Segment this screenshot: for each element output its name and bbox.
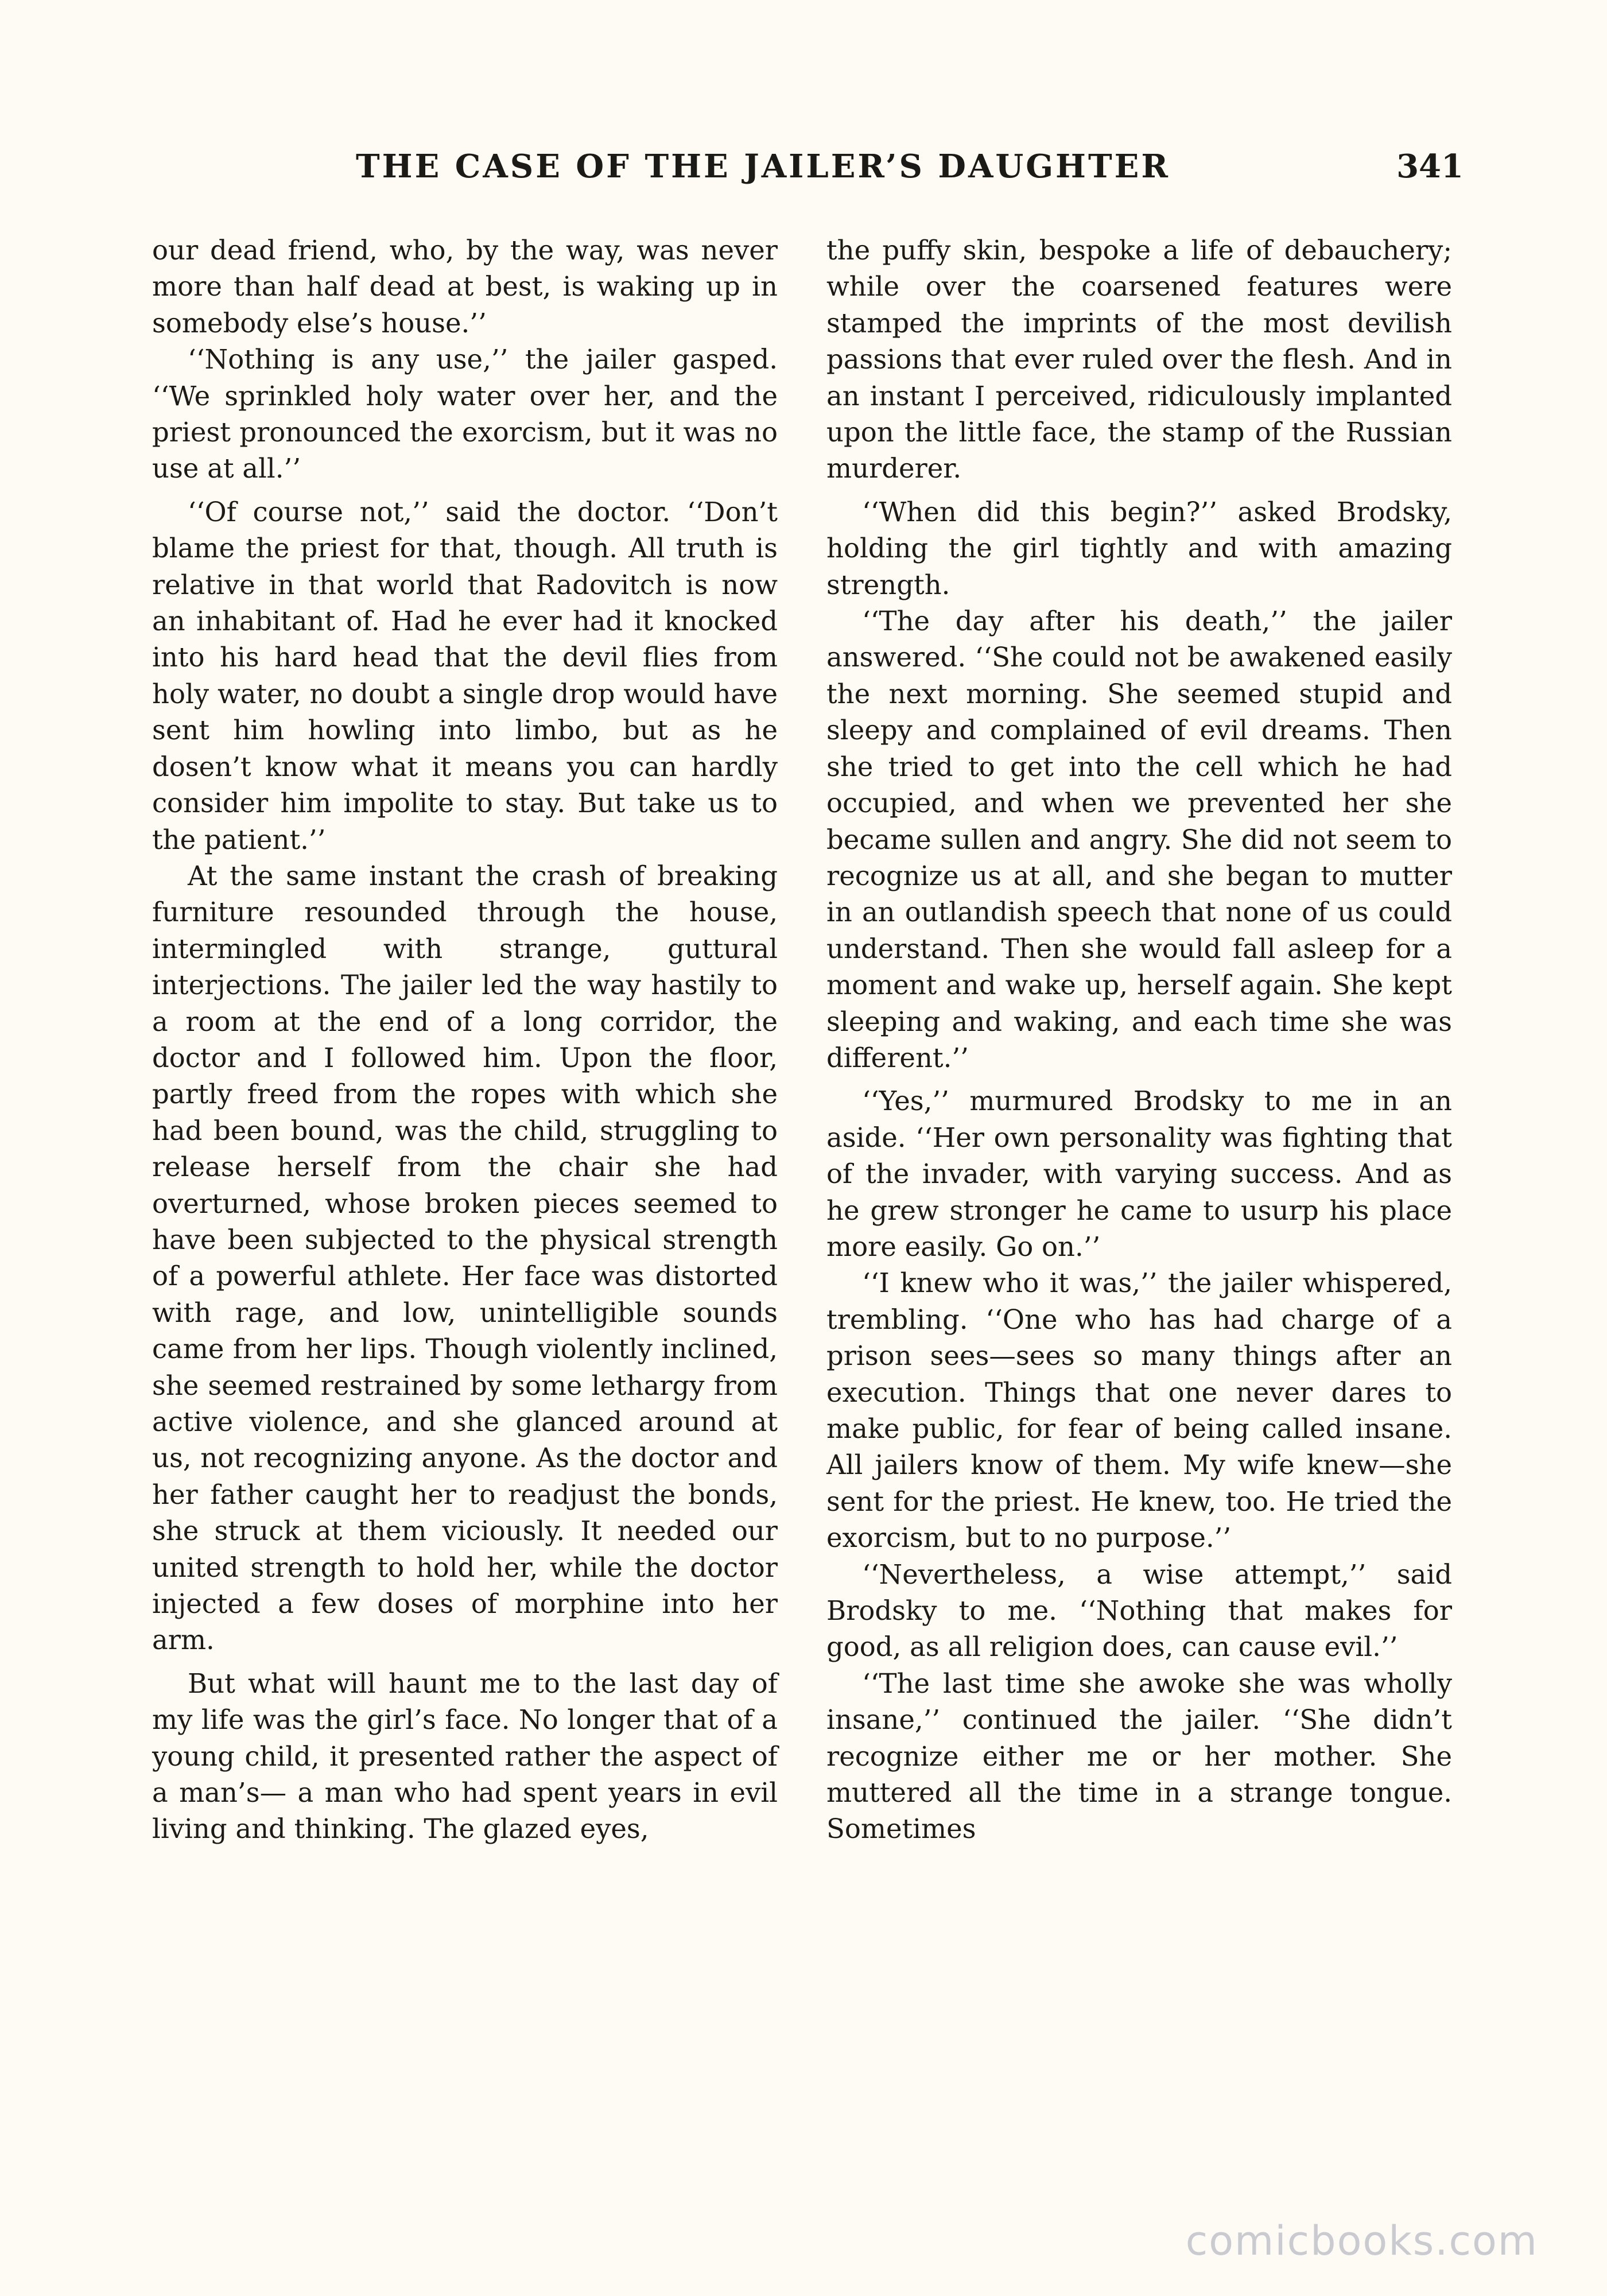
paragraph: ‘‘The day after his death,’’ the jailer answered. ‘‘She could not be awakened easily the next morning. She seemed stupid and sleepy and complained of evil dreams. Then she tried to get into the cell which he had occupied, and when we prevented her she became sullen and angry. She did not seem to recognize us at all, and she began to mutter in an outlandish speech that none of us could understand. Then she would fall asleep for a moment and wake up, herself again. She kept sleeping and waking, and each time she was different.’’ [826, 606, 1452, 1073]
left-column [152, 232, 778, 1848]
page-number: 341 [1396, 148, 1464, 185]
paragraph: ‘‘Nevertheless, a wise attempt,’’ said Brodsky to me. ‘‘Nothing that makes for good, as all religion does, can cause evil.’’ [826, 1558, 1452, 1663]
running-header [356, 144, 1464, 189]
running-title: THE CASE OF THE JAILER’S DAUGHTER [356, 148, 1170, 185]
paragraph: ‘‘The last time she awoke she was wholly insane,’’ continued the jailer. ‘‘She didn’t recognize either me or her mother. She muttered all the time in a strange tongue. Sometimes [826, 1667, 1452, 1845]
paragraph: ‘‘Of course not,’’ said the doctor. ‘‘Don’t blame the priest for that, though. All truth is relative in that world that Radovitch is now an inhabitant of. Had he ever had it knocked into his hard head that the devil flies from holy water, no doubt a single drop would have sent him howling into limbo, but as he dosen’t know what it means you can hardly consider him impolite to stay. But take us to the patient.’’ [152, 496, 778, 855]
paragraph: ‘‘When did this begin?’’ asked Brodsky, holding the girl tightly and with amazing strength. [826, 496, 1452, 600]
paragraph: ‘‘Nothing is any use,’’ the jailer gasped. ‘‘We sprinkled holy water over her, and the priest pronounced the exorcism, but it was no use at all.’’ [152, 344, 778, 484]
paragraph: ‘‘Yes,’’ murmured Brodsky to me in an aside. ‘‘Her own personality was fighting that of the invader, with varying success. And as he grew stronger he came to usurp his place more easily. Go on.’’ [826, 1085, 1452, 1262]
paragraph: ‘‘I knew who it was,’’ the jailer whispered, trembling. ‘‘One who has had charge of a prison sees—sees so many things after an execution. Things that one never dares to make public, for fear of being called insane. All jailers know of them. My wife knew—she sent for the priest. He knew, too. He tried the exorcism, but to no purpose.’’ [826, 1267, 1452, 1554]
paragraph: the puffy skin, bespoke a life of debauchery; while over the coarsened features were stamped the imprints of the most devilish passions that ever ruled over the flesh. And in an instant I perceived, ridiculously implanted upon the little face, the stamp of the Russian murderer. [826, 235, 1452, 484]
paragraph: But what will haunt me to the last day of my life was the girl’s face. No longer that of a young child, it presented rather the aspect of a man’s— a man who had spent years in evil living and thinking. The glazed eyes, [152, 1667, 778, 1845]
paragraph: our dead friend, who, by the way, was never more than half dead at best, is waking up in somebody else’s house.’’ [152, 235, 778, 339]
paragraph: At the same instant the crash of breaking furniture resounded through the house, intermingled with strange, guttural interjections. The jailer led the way hastily to a room at the end of a long corridor, the doctor and I followed him. Upon the floor, partly freed from the ropes with which she had been bound, was the child, struggling to release herself from the chair she had overturned, whose broken pieces seemed to have been subjected to the physical strength of a powerful athlete. Her face was distorted with rage, and low, unintelligible sounds came from her lips. Though violently inclined, she seemed restrained by some lethargy from active violence, and she glanced around at us, not recognizing anyone. As the doctor and her father caught her to readjust the bonds, she struck at them viciously. It needed our united strength to hold her, while the doctor injected a few doses of morphine into her arm. [152, 860, 778, 1656]
site-watermark: comicbooks.com [1185, 2217, 1538, 2264]
right-column [826, 232, 1452, 1848]
